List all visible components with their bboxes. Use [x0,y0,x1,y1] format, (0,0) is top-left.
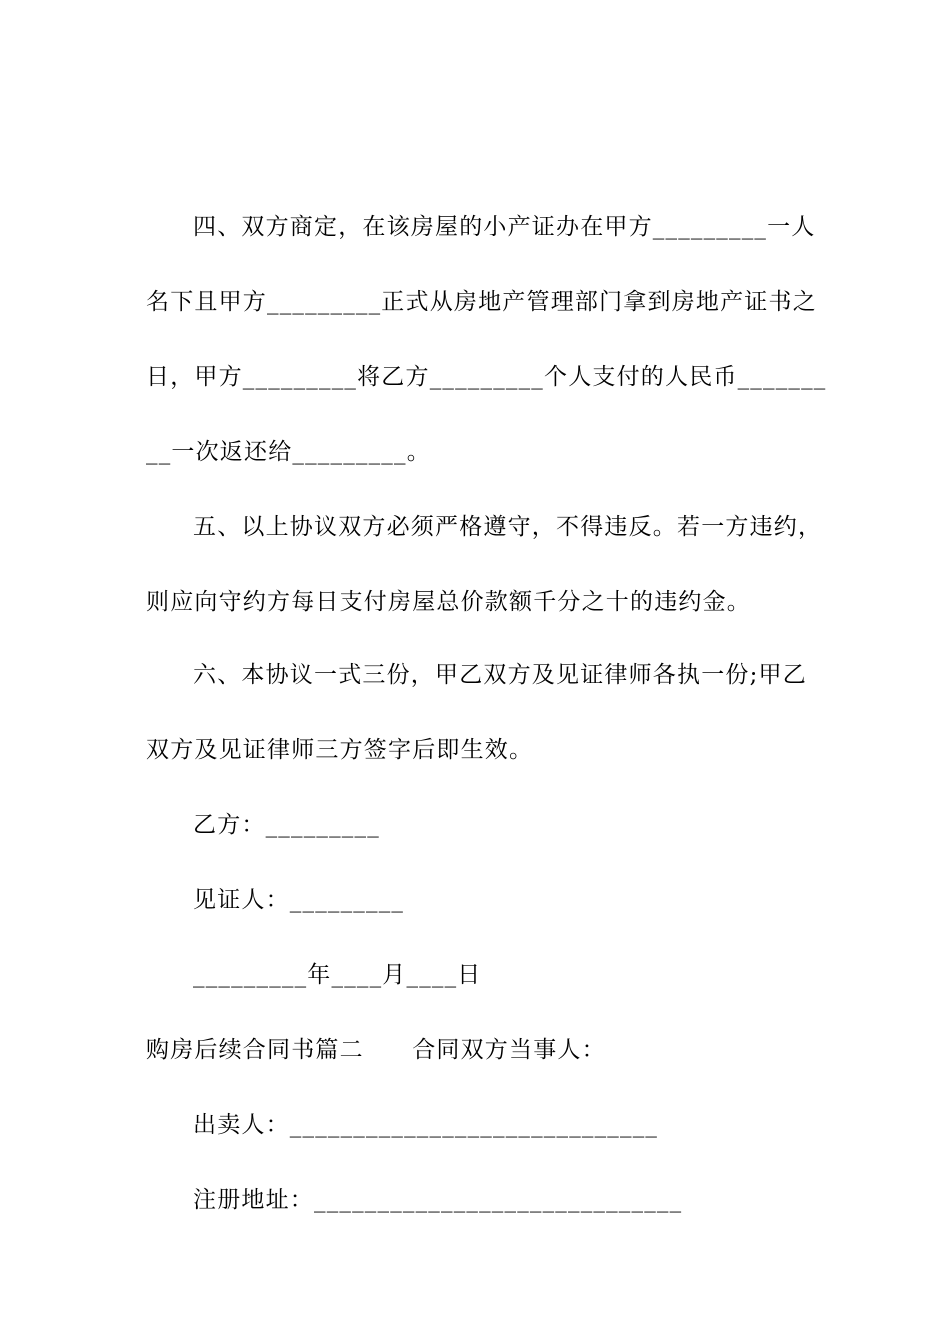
clause-4-line-4: __一次返还给_________。 [146,439,431,465]
clause-4-line-3: 日，甲方_________将乙方_________个人支付的人民币_______ [146,364,827,390]
clause-4-line-1: 四、双方商定，在该房屋的小产证办在甲方_________一人 [193,214,816,240]
clause-5-line-1: 五、以上协议双方必须严格遵守，不得违反。若一方违约， [193,514,823,540]
clause-5-line-2: 则应向守约方每日支付房屋总价款额千分之十的违约金。 [146,589,751,615]
clause-4-line-2: 名下且甲方_________正式从房地产管理部门拿到房地产证书之 [146,289,817,315]
seller-field: 出卖人：_____________________________ [193,1112,659,1138]
clause-6-line-2: 双方及见证律师三方签字后即生效。 [146,737,534,763]
party-b-signature: 乙方：_________ [193,812,380,838]
section-2-heading: 购房后续合同书篇二 合同双方当事人： [146,1037,606,1063]
clause-6-line-1: 六、本协议一式三份，甲乙双方及见证律师各执一份;甲乙 [193,662,807,688]
address-field: 注册地址：_____________________________ [193,1187,683,1213]
witness-signature: 见证人：_________ [193,887,405,913]
sign-date: _________年____月____日 [193,962,482,988]
